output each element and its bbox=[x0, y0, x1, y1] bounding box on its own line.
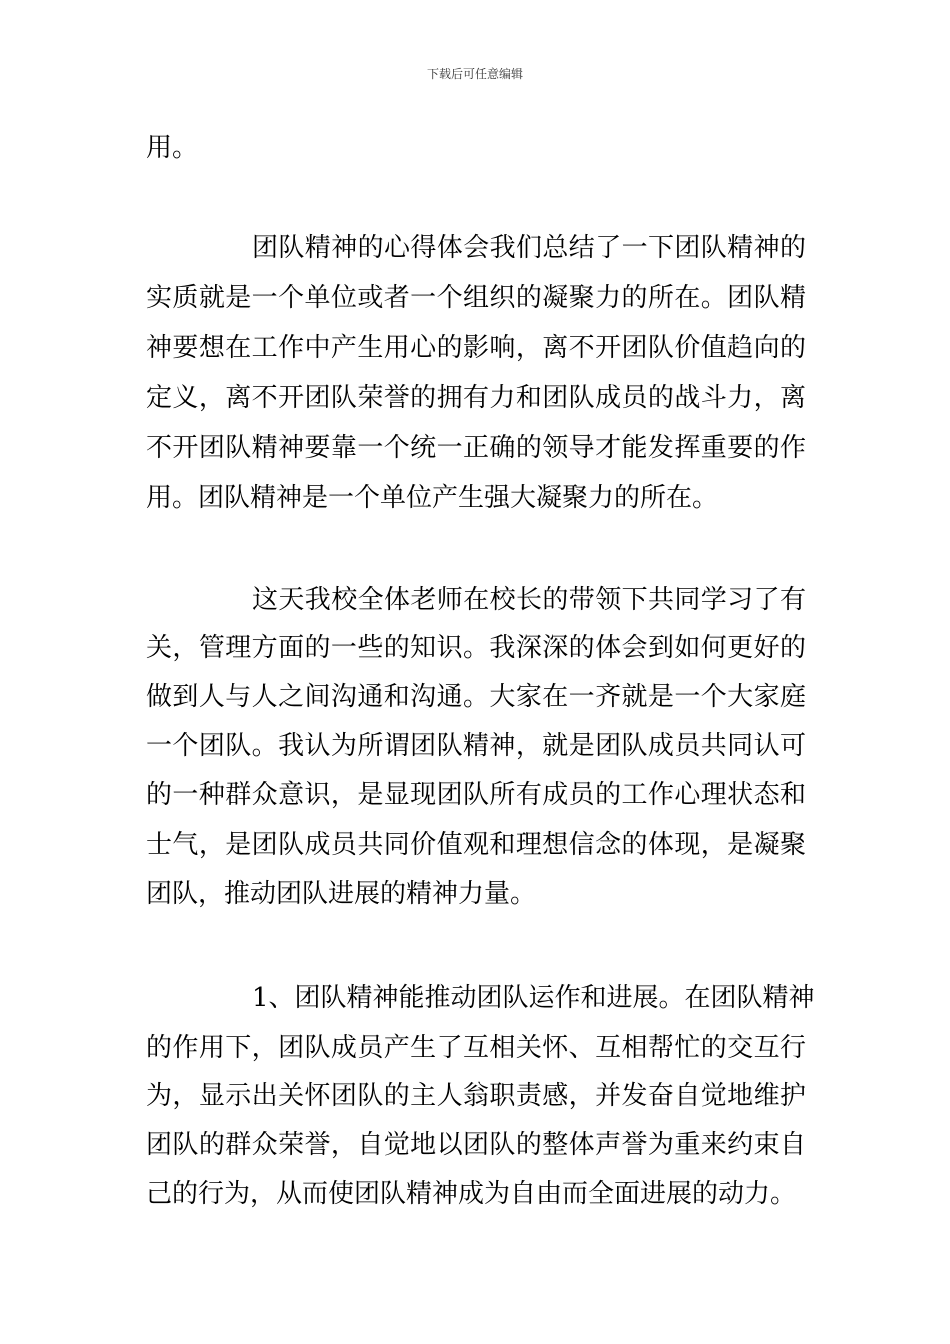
text-line: 的一种群众意识，是显现团队所有成员的工作心理状态和 bbox=[146, 780, 806, 810]
text-line: 不开团队精神要靠一个统一正确的领导才能发挥重要的作 bbox=[146, 433, 806, 463]
header-note: 下载后可任意编辑 bbox=[426, 67, 523, 81]
text-line: 的作用下，团队成员产生了互相关怀、互相帮忙的交互行 bbox=[146, 1033, 806, 1063]
text-line: 团队，推动团队进展的精神力量。 bbox=[146, 879, 537, 909]
paragraph-first-line: 团队精神的心得体会我们总结了一下团队精神的 bbox=[252, 233, 806, 263]
text-line: 为，显示出关怀团队的主人翁职责感，并发奋自觉地维护 bbox=[146, 1081, 806, 1111]
text-line: 用。团队精神是一个单位产生强大凝聚力的所在。 bbox=[146, 483, 719, 513]
text-line: 用。 bbox=[146, 133, 199, 163]
paragraph-first-line: 1、团队精神能推动团队运作和进展。在团队精神 bbox=[252, 983, 815, 1013]
text-line: 一个团队。我认为所谓团队精神，就是团队成员共同认可 bbox=[146, 731, 806, 761]
text-line: 己的行为，从而使团队精神成为自由而全面进展的动力。 bbox=[146, 1179, 797, 1209]
text-line: 团队的群众荣誉，自觉地以团队的整体声誉为重来约束自 bbox=[146, 1130, 806, 1160]
text-line: 实质就是一个单位或者一个组织的凝聚力的所在。团队精 bbox=[146, 283, 806, 313]
text-line: 定义，离不开团队荣誉的拥有力和团队成员的战斗力，离 bbox=[146, 383, 806, 413]
text-line: 神要想在工作中产生用心的影响，离不开团队价值趋向的 bbox=[146, 333, 806, 363]
text-line: 关，管理方面的一些的知识。我深深的体会到如何更好的 bbox=[146, 633, 806, 663]
text-line: 士气，是团队成员共同价值观和理想信念的体现，是凝聚 bbox=[146, 830, 806, 860]
paragraph-first-line: 这天我校全体老师在校长的带领下共同学习了有 bbox=[252, 585, 806, 615]
text-line: 做到人与人之间沟通和沟通。大家在一齐就是一个大家庭 bbox=[146, 682, 806, 712]
